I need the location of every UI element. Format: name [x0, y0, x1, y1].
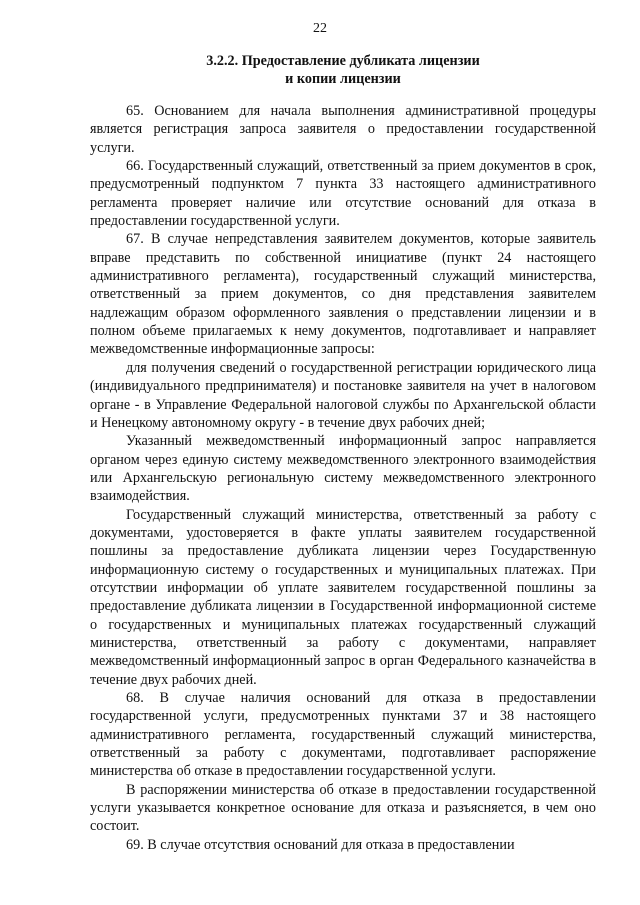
- section-title: [90, 52, 596, 88]
- paragraph-69: 69. В случае отсутствия оснований для отказа в предоставлении: [126, 836, 515, 853]
- paragraph-67-fee-check: Государственный служащий министерства, ответственный за работу с документами, удостоверяется в факте уплаты заявителем государственной пошлины за предоставление дубликата лицензии через Государственную информационную систему о государственных и муниципальных платежах. При отсутствии информации об уплате заявителем государственной пошлины за предоставление дубликата лицензии в Государственной информационной системе о государственных и муниципальных платежах государственный служащий министерства, ответственный за работу с документами, направляет межведомственный информационный запрос в орган Федерального казначейства в течение двух рабочих дней.: [90, 506, 596, 688]
- page-number: 22: [313, 21, 327, 36]
- document-body: [90, 102, 596, 854]
- paragraph-67: 67. В случае непредставления заявителем документов, которые заявитель вправе представить по собственной инициативе (пункт 24 настоящего административного регламента), государственный служащий министерства, ответственный за прием документов, со дня представления заявителем надлежащим образом оформленного заявления о представлении лицензии и в полном объеме прилагаемых к нему документов, подготавливает и направляет межведомственные информационные запросы:: [90, 231, 596, 358]
- paragraph-68: 68. В случае наличия оснований для отказа в предоставлении государственной услуги, предусмотренных пунктами 37 и 38 настоящего административного регламента, государственный служащий министерства, ответственный за работу с документами, подготавливает распоряжение министерства об отказе в предоставлении государственной услуги.: [90, 690, 596, 780]
- section-title-line-1: 3.2.2. Предоставление дубликата лицензии: [206, 53, 480, 69]
- paragraph-66: 66. Государственный служащий, ответственный за прием документов в срок, предусмотренный подпунктом 7 пункта 33 настоящего административного регламента проверяет наличие или отсутствие оснований для отказа в предоставлении государственной услуги.: [90, 158, 596, 230]
- section-title-line-2: и копии лицензии: [285, 71, 401, 87]
- paragraph-68-refusal-order: В распоряжении министерства об отказе в предоставлении государственной услуги указывается конкретное основание для отказа и разъясняется, в чем оно состоит.: [90, 781, 596, 835]
- paragraph-67-request-channel: Указанный межведомственный информационный запрос направляется органом через единую систему межведомственного электронного взаимодействия или Архангельскую региональную систему межведомственного электронного взаимодействия.: [90, 433, 596, 505]
- paragraph-65: 65. Основанием для начала выполнения административной процедуры является регистрация запроса заявителя о предоставлении государственной услуги.: [90, 103, 596, 156]
- paragraph-67-request-tax: для получения сведений о государственной регистрации юридического лица (индивидуального предпринимателя) и постановке заявителя на учет в налоговом органе - в Управление Федеральной налоговой службы по Архангельской области и Ненецкому автономному округу - в течение двух рабочих дней;: [90, 359, 596, 431]
